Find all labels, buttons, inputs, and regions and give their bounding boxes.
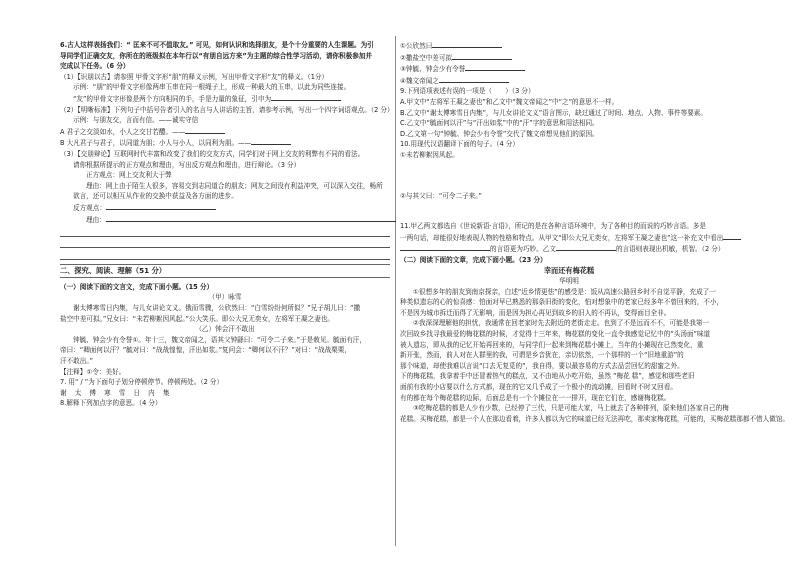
q6-2-a: A 君子之交淡如水，小人之交甘若醴。—— <box>60 126 390 138</box>
q7-sentence[interactable]: 谢 太 傅 寒 雪 日 内 集 <box>60 388 173 397</box>
answer-rule-2[interactable] <box>60 237 390 249</box>
q11-line-1: 11.甲乙两文都选自《世说新语·言语》，所记的是在各种言语环境中，为了各种目的而说的巧妙言语。多是 <box>400 222 706 231</box>
answer-rule-3[interactable] <box>60 248 390 260</box>
essay-line-1: ①很想多年的朋友到南京探亲，白述“近乡情更怯”的感受是：饭从高速公路回乡时不自觉平静，充成了一 <box>413 287 716 296</box>
essay-line-7: 新开张，然而，前人对在人群里的我，可谓是乡音犹在，亲切依然，一个那样的一个“旧地重游”的 <box>400 351 684 360</box>
text-b-line-2: 帝曰：“卿面何以汗？”毓对曰：“战战惶惶，汗出如浆。”复问会：“卿何以不汗？”对曰：“战战栗栗， <box>60 346 351 355</box>
q8-item-1-blank[interactable] <box>432 40 502 48</box>
q9-option-d[interactable]: D.乙文第一句“钟毓、钟会少有令誉”交代了魏文帝想见他们的原因。 <box>400 129 599 138</box>
q10-item-1: ①未若柳絮因风起。 <box>400 150 459 159</box>
q10-item-2-space[interactable] <box>400 201 738 221</box>
essay-line-2: 种类似遗忘的心的惊喜感：怕面对早已熟悉的那条旧街的变化，怕对想象中的老家已经多年不曾回来的，不小， <box>400 298 724 307</box>
q8-item-2: ②撒盐空中差可拟 <box>400 52 738 64</box>
pro-reason-1: 理由：网上由于陌生人很多，容易交到志同道合的朋友；网友之间没有利益冲突，可以深入交往，畅所 <box>86 181 383 190</box>
subsection-2-heading: （二）阅读下面的文章，完成下面小题。（23 分） <box>400 255 547 264</box>
q8-item-3-blank[interactable] <box>465 63 525 71</box>
q6-1-answer-blank[interactable] <box>271 93 341 101</box>
q6-2-b-blank[interactable] <box>251 137 291 145</box>
q6-2-a-blank[interactable] <box>185 126 225 134</box>
q8-item-4: ④魏文帝闻之 <box>400 75 738 87</box>
q6-2-prompt: （2）【明晰标准】下列句子中括号告者引入的名言与人讲话的主旨，请参考示例，写出一个四字词语观点。（2 分） <box>60 105 394 114</box>
q8-item-2-blank[interactable] <box>452 52 512 60</box>
q6-1-example: 示例：“朋”的甲骨文字形像两串玉串在同一根绳子上，形成一种最大的玉串，以此为同些连接。 <box>73 83 351 92</box>
text-a-line-1: 谢太傅寒雪日内集，与儿女讲论文义。俄而雪骤，公欣然曰：“白雪纷纷何所似？”兄子胡儿曰：“撒 <box>73 304 361 313</box>
q7-prompt: 7. 用“ / ”为下面句子划分停顿停节。停顿两处。（2 分） <box>60 378 224 387</box>
q11-blank-1b[interactable] <box>400 243 490 251</box>
essay-line-4: ②我深深理解他的担忧，我通常在回老家时先去附近的老街走走。也到了不是远而不不，可能是我第一 <box>413 319 710 328</box>
q6-1-prompt: （1）【识朋以古】请参照 甲骨文字形“朋”的释义示例，写出甲骨文字形“友”的释义。（1分） <box>60 72 329 81</box>
con-reason-blank[interactable] <box>106 214 396 222</box>
essay-line-11: 有的都在每个梅花糕的边际，后面总是有一个个摊位在一一排开，现在它们在，感谢梅花糕。 <box>400 393 671 402</box>
q6-2-b: B 大凡君子与君子，以同道为朋；小人与小人，以同利为朋。—— <box>60 137 390 149</box>
q6-1-answer-line: “友”的甲骨文字形像是两个方向相同的手，手是力量的象征，引申为 <box>60 93 390 105</box>
text-b-line-1: 钟毓、钟会少有令誉①。年十三，魏文帝闻之，语其父钟繇曰：“可令二子来。”于是敕见。毓面有汗， <box>73 335 366 344</box>
essay-line-9: 下的梅花糕，我拿着手中还冒着热气的糕点，又不由地从小吃开始，虽然 “梅花 糕”，感觉和那些老旧 <box>400 372 695 381</box>
q6-line-1: 6.古人这样表扬我们：“ 匡来不可不值取友。” 可见，如何认识和选择朋友，是个十分重要的人生课题。为引 <box>60 41 374 49</box>
subsection-1-heading: （一）阅读下面的文言文，完成下面小题。（15 分） <box>60 282 214 291</box>
con-view-line: 反方观点： <box>60 202 390 214</box>
left-column <box>60 40 394 409</box>
essay-line-13: 花糕。买梅花糕，都是一个人在那边看着，许多人都以为它的味道已经无法再吃，那卖家梅花糕，可能的，买梅花糕那都不惜人做馆。 <box>400 414 790 423</box>
q10-prompt: 10.用现代汉语翻译下面的句子。（4 分） <box>400 140 519 149</box>
column-divider <box>395 36 396 546</box>
q9-option-b[interactable]: B.乙文中“谢太傅寒雪日内集”，与儿女讲论文义”语言图示，缺过通过了时间、地点、人物、事件等要素。 <box>400 108 707 117</box>
answer-rule-1[interactable] <box>60 225 390 237</box>
q11-line-3: 的言语更为巧妙。乙文 的言语则表现出机敏，机智。（2 分） <box>400 243 738 255</box>
pro-reason-2: 欲言，还可以相互从作业的交换中获益及各方面的进步。 <box>73 192 238 201</box>
right-column <box>400 40 790 424</box>
essay-line-5: 次回故乡找寻我最爱的梅花糕的时候，才觉得十三年来，梅花糕的变化一直令我感觉记忆中的“头汤面”味道 <box>400 330 711 339</box>
con-reason-line: 理由： <box>60 214 390 226</box>
text-a-line-2: 盐空中差可拟。”兄女曰：“未若柳絮因风起。”公大笑乐。即公大兄无奕女，左将军王凝之妻也。 <box>60 314 334 323</box>
q6-3-line-2: 请你根据所提示的正方观点和理由，写出反方观点和理由，进行辩论。（3 分） <box>73 160 301 169</box>
essay-line-3: 不是因为城市拆迁而得了无影响，而是因为担心再见到故乡的旧人的不再认，变得面目全非。 <box>400 308 671 317</box>
q11-line-2: 一两句话，却能很好地表现人物的性格和特点。从甲文“即公大兄无奕女，左将军王凝之妻也”这一补充文中看出 <box>400 232 738 244</box>
pro-view: 正方观点：网上交友利大于弊 <box>86 171 172 180</box>
text-b-line-3: 汗不敢出。” <box>60 357 94 366</box>
essay-line-12: ③吃梅花糕的都是人少有少数，已经停了三代，只是可能大家，马上就去了各种排列，原来他们各家自己的梅 <box>413 404 729 413</box>
essay-line-10: 面前有我的小店要以什么方式都，现在的它又几乎成了一个极小的流动摊，回看时不时又回看。 <box>400 383 677 392</box>
section-2-heading: 二、探究、阅读、理解（51 分） <box>60 264 390 278</box>
q10-item-1-space[interactable] <box>400 161 738 191</box>
text-b-title: （乙）钟会汗不敢出 <box>195 325 255 334</box>
q11-blank-2[interactable] <box>556 243 616 251</box>
annotation-note: 【注释】①令：美好。 <box>60 367 126 376</box>
q9-prompt: 9.下列语项表述有误的一项是（ ）（3 分） <box>400 87 535 96</box>
q11-blank-1a[interactable] <box>723 232 741 240</box>
text-a-title: （甲）咏雪 <box>208 293 242 302</box>
q10-item-2: ②与其父曰：“可令二子来。” <box>400 191 482 200</box>
q6-3-line-1: （3）【交朋辩论】互联网时代丰富和改变了我们的交友方式，同学们对于网上交友的利弊有不同的看法。 <box>60 149 365 158</box>
con-view-blank[interactable] <box>106 202 216 210</box>
essay-line-6: 被人遗忘，即从我的记忆开始再回来的，与同学们一起来到梅花糕小摊上，当年的小摊现在已然变化，重 <box>400 340 704 349</box>
q6-line-2: 导同学们正确交友，你所在的班级拟在本年行以“有朋自远方来”为主题的综合性学习活动，请你积极参加并 <box>60 51 372 60</box>
q8-item-3: ③钟毓、钟会少有令誉 <box>400 63 738 75</box>
essay-title: 幸而还有梅花糕 <box>543 265 595 275</box>
q9-option-c[interactable]: C.乙文中“毓面何以汗”与“汗出如浆”中的“汗”字的意思和用法相同。 <box>400 119 599 128</box>
q9-option-a[interactable]: A.甲文中“左将军王凝之妻也”和乙文中“魏文帝闻之”中“之”的意思不一样。 <box>400 97 619 106</box>
q8-prompt: 8.解释下列加点字的意思。（4 分） <box>60 399 162 408</box>
q6-2-example: 示例：与朋友交，言而有信。——诚实守信 <box>73 116 199 125</box>
q8-item-1: ①公欣然曰 <box>400 40 738 52</box>
essay-line-8: 那个味道，却使我难以言说“口去无复觅的”，我自得，要以最容易的方式去品尝回忆的甜蜜之外。 <box>400 361 684 370</box>
q8-item-4-blank[interactable] <box>439 75 509 83</box>
q6-line-3: 完成以下任务。（6 分） <box>60 62 130 71</box>
essay-author: 华明明 <box>559 277 579 286</box>
